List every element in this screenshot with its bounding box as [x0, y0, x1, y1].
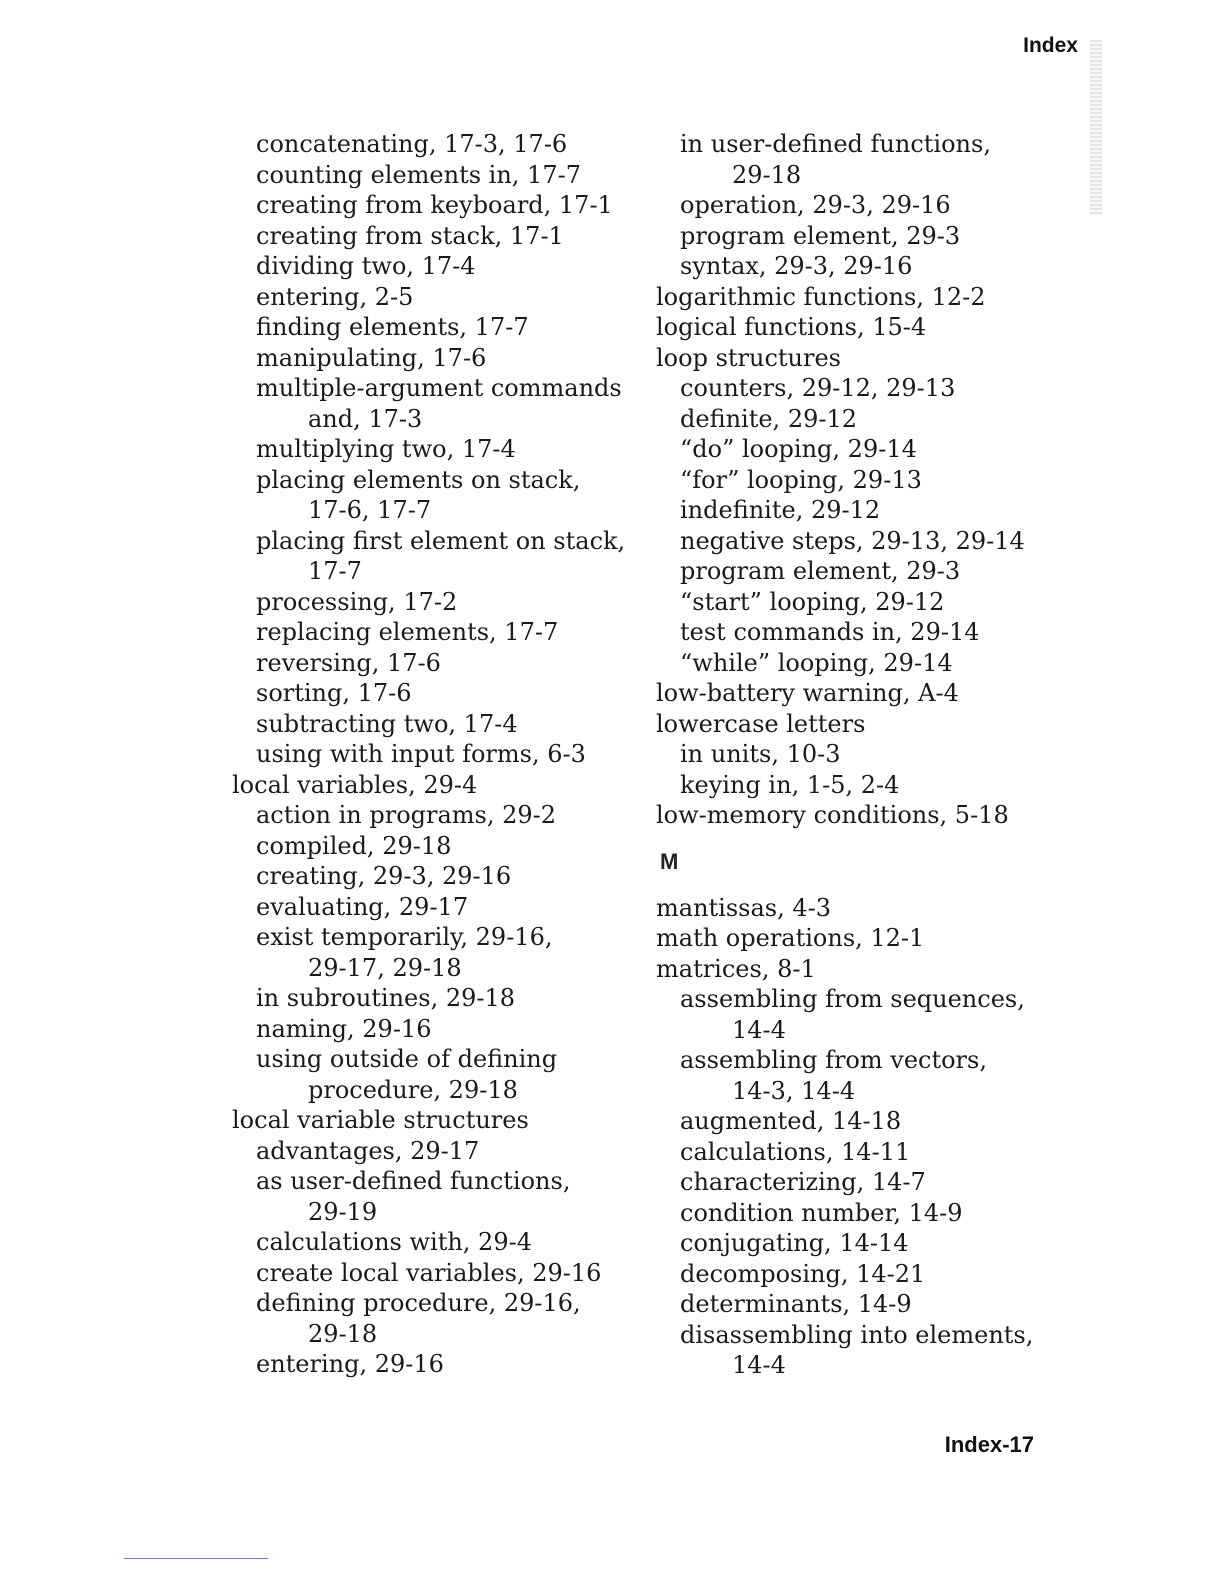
index-subentry: “for” looping, 29-13: [680, 465, 922, 494]
index-subentry: compiled, 29-18: [256, 831, 452, 860]
right-column-entries-l: [656, 129, 1076, 831]
index-subentry: “do” looping, 29-14: [680, 435, 917, 463]
section-letter-heading: M: [660, 848, 679, 874]
index-subentry: dividing two, 17-4: [256, 252, 476, 280]
index-subentry: 29-19: [308, 1197, 378, 1226]
index-entry: low-memory conditions, 5-18: [656, 801, 1009, 829]
index-subentry: in subroutines, 29-18: [256, 984, 516, 1012]
index-subentry: calculations, 14-11: [680, 1137, 911, 1166]
index-entry: local variable structures: [232, 1106, 529, 1134]
right-index-column: [656, 129, 1076, 1381]
index-subentry: advantages, 29-17: [256, 1136, 480, 1165]
index-entry: local variables, 29-4: [232, 770, 478, 799]
index-subentry: decomposing, 14-21: [680, 1259, 926, 1288]
index-subentry: augmented, 14-18: [680, 1107, 902, 1135]
index-subentry: definite, 29-12: [680, 404, 857, 433]
index-subentry: defining procedure, 29-16,: [256, 1289, 581, 1317]
index-subentry: 29-18: [308, 1319, 378, 1348]
index-subentry: assembling from sequences,: [680, 985, 1025, 1013]
index-subentry: concatenating, 17-3, 17-6: [256, 130, 568, 158]
index-subentry: naming, 29-16: [256, 1014, 432, 1043]
index-subentry: 17-6, 17-7: [308, 496, 432, 524]
index-entry: mantissas, 4-3: [656, 893, 832, 922]
index-subentry: using outside of defining: [256, 1045, 558, 1073]
index-subentry: reversing, 17-6: [256, 648, 441, 677]
page-number: Index-17: [944, 1432, 1034, 1457]
index-subentry: procedure, 29-18: [308, 1075, 518, 1104]
index-subentry: indefinite, 29-12: [680, 496, 881, 524]
right-column-entries-m: [656, 893, 1076, 1381]
index-entry: lowercase letters: [656, 709, 866, 738]
index-subentry: evaluating, 29-17: [256, 892, 469, 921]
footer-rule: [124, 1558, 268, 1559]
index-subentry: using with input forms, 6-3: [256, 740, 586, 768]
left-index-column: [232, 129, 632, 1380]
index-subentry: test commands in, 29-14: [680, 618, 980, 646]
index-subentry: characterizing, 14-7: [680, 1168, 926, 1196]
running-header: Index: [1023, 34, 1078, 57]
index-subentry: disassembling into elements,: [680, 1320, 1034, 1349]
index-entry: logarithmic functions, 12-2: [656, 282, 986, 311]
index-subentry: creating, 29-3, 29-16: [256, 862, 512, 890]
index-subentry: processing, 17-2: [256, 587, 458, 616]
index-subentry: exist temporarily, 29-16,: [256, 923, 553, 951]
index-subentry: manipulating, 17-6: [256, 343, 487, 372]
index-subentry: as user-defined functions,: [256, 1167, 571, 1195]
index-entry: loop structures: [656, 343, 841, 372]
index-subentry: condition number, 14-9: [680, 1198, 963, 1227]
index-subentry: creating from stack, 17-1: [256, 221, 564, 250]
index-entry: logical functions, 15-4: [656, 313, 927, 341]
index-subentry: calculations with, 29-4: [256, 1228, 532, 1256]
index-subentry: “while” looping, 29-14: [680, 648, 953, 677]
index-subentry: placing elements on stack,: [256, 465, 581, 494]
index-subentry: program element, 29-3: [680, 557, 961, 585]
index-subentry: keying in, 1-5, 2-4: [680, 770, 900, 799]
index-entry: low-battery warning, A-4: [656, 679, 959, 707]
index-subentry: negative steps, 29-13, 29-14: [680, 526, 1025, 555]
index-subentry: placing first element on stack,: [256, 526, 626, 555]
index-subentry: creating from keyboard, 17-1: [256, 191, 613, 219]
index-subentry: 29-18: [732, 160, 802, 189]
index-subentry: conjugating, 14-14: [680, 1229, 909, 1257]
index-subentry: create local variables, 29-16: [256, 1258, 602, 1287]
index-subentry: “start” looping, 29-12: [680, 587, 945, 616]
index-subentry: counting elements in, 17-7: [256, 160, 581, 189]
index-subentry: entering, 29-16: [256, 1350, 444, 1378]
index-subentry: 14-4: [732, 1351, 786, 1379]
index-subentry: operation, 29-3, 29-16: [680, 191, 951, 219]
index-subentry: assembling from vectors,: [680, 1046, 987, 1074]
index-subentry: in units, 10-3: [680, 740, 841, 768]
index-subentry: program element, 29-3: [680, 221, 961, 250]
index-subentry: 14-4: [732, 1015, 786, 1044]
index-subentry: counters, 29-12, 29-13: [680, 374, 956, 402]
index-subentry: replacing elements, 17-7: [256, 618, 559, 646]
index-subentry: 17-7: [308, 557, 362, 585]
index-subentry: in user-defined functions,: [680, 130, 991, 158]
index-subentry: sorting, 17-6: [256, 679, 412, 707]
index-subentry: entering, 2-5: [256, 282, 414, 311]
index-subentry: subtracting two, 17-4: [256, 709, 518, 738]
section-edge-tab: [1090, 40, 1102, 215]
index-subentry: 14-3, 14-4: [732, 1076, 856, 1105]
index-subentry: determinants, 14-9: [680, 1290, 912, 1318]
index-subentry: action in programs, 29-2: [256, 801, 557, 829]
index-subentry: multiplying two, 17-4: [256, 435, 516, 463]
index-subentry: multiple-argument commands: [256, 374, 622, 402]
index-entry: math operations, 12-1: [656, 924, 925, 952]
index-subentry: syntax, 29-3, 29-16: [680, 252, 913, 280]
index-entry: matrices, 8-1: [656, 954, 816, 983]
index-subentry: 29-17, 29-18: [308, 953, 462, 982]
index-subentry: finding elements, 17-7: [256, 313, 529, 341]
index-subentry: and, 17-3: [308, 404, 423, 433]
